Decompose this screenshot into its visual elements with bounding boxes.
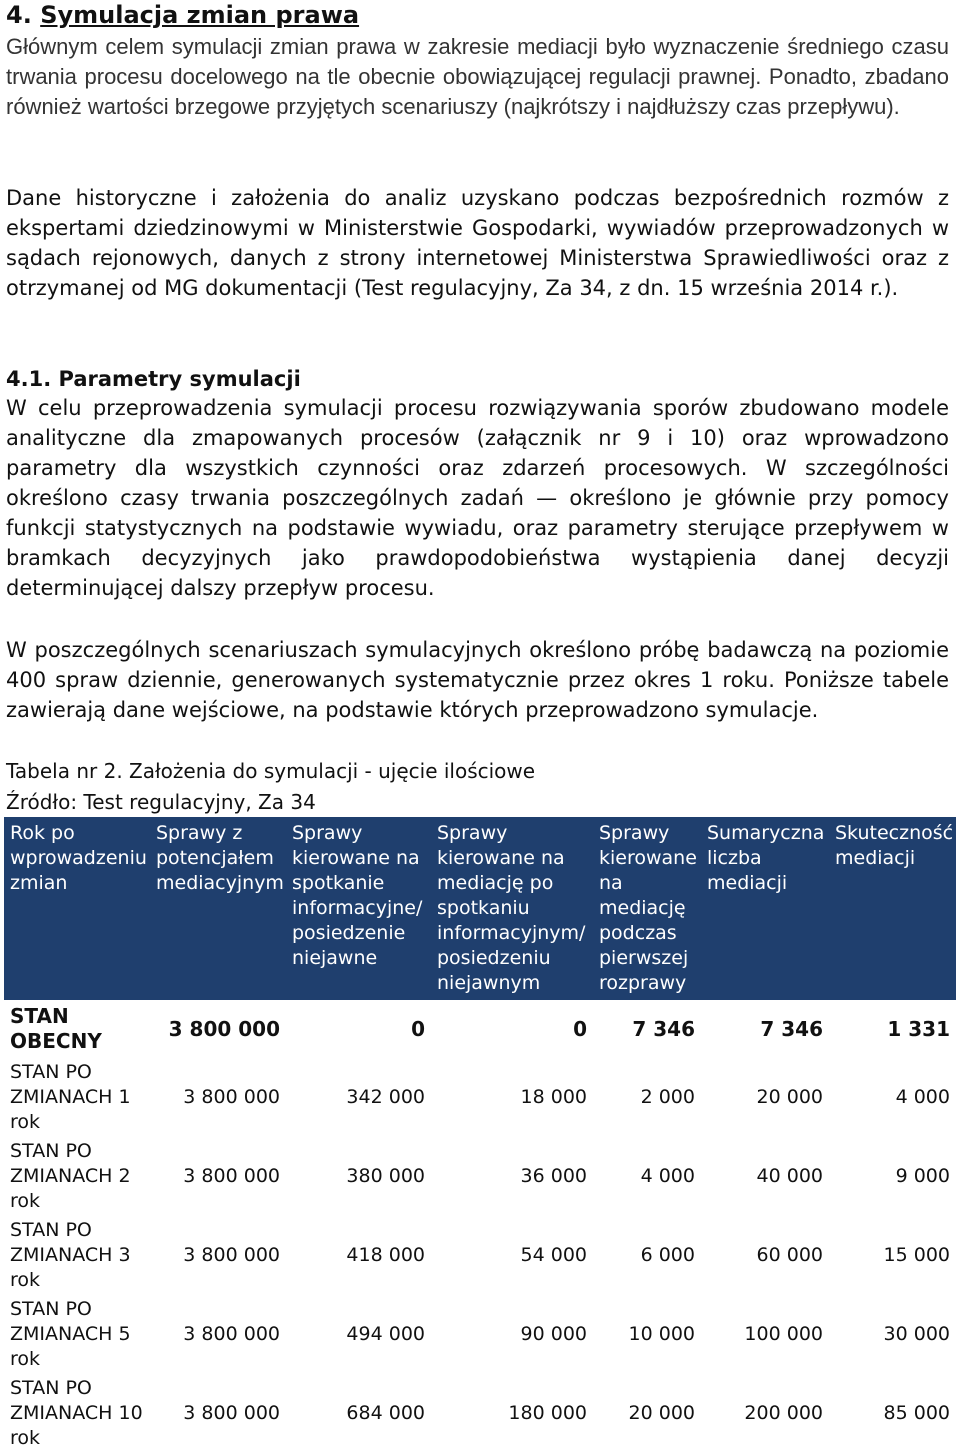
cell-first-hearing: 6 000: [640, 1244, 695, 1266]
cell-first-hearing: 7 346: [632, 1016, 695, 1041]
cell-info-meeting: 684 000: [346, 1402, 425, 1424]
cell-total: 7 346: [760, 1016, 823, 1041]
paragraph-parameters: W celu przeprowadzenia symulacji procesu rozwiązywania sporów zbudowano modele analityczne dla zmapowanych procesów (załącznik nr 9 i 10) oraz wprowadzono parametry dla wszystkich czynności oraz zdarzeń procesowych. W szczególności określono czasy trwania poszczególnych zadań — określono je głównie przy pomocy funkcji statystycznych na podstawie wywiadu, oraz parametry sterujące przepływem w bramkach decyzyjnych jako prawdopodobieństwa wystąpienia danej decyzji determinującej dalszy przepływ procesu.: [6, 396, 949, 600]
table-caption: Tabela nr 2. Założenia do symulacji - ujęcie ilościowe: [6, 759, 536, 783]
cell-potential: 3 800 000: [183, 1323, 280, 1345]
cell-effectiveness: 1 331: [887, 1016, 950, 1041]
cell-first-hearing: 10 000: [628, 1323, 695, 1345]
paragraph-goal: Głównym celem symulacji zmian prawa w zakresie mediacji było wyznaczenie średniego czasu trwania procesu docelowego na tle obecnie obowiązującej regulacji prawnej. Ponadto, zbadano również wartości brzegowe przyjętych scenariuszy (najkrótszy i najdłuższy czas przepływu).: [6, 34, 949, 119]
table-row: [4, 1295, 956, 1374]
cell-total: 20 000: [756, 1086, 823, 1108]
row-label: STAN PO ZMIANACH 10 rok: [10, 1377, 143, 1449]
header-info-meeting: Sprawy kierowane na spotkanie informacyjne/ posiedzenie niejawne: [286, 817, 431, 1000]
row-label: STAN OBECNY: [10, 1004, 102, 1053]
cell-effectiveness: 4 000: [895, 1086, 950, 1108]
cell-potential: 3 800 000: [183, 1244, 280, 1266]
subsection-heading: 4.1. Parametry symulacji: [6, 367, 301, 391]
cell-total: 40 000: [756, 1165, 823, 1187]
table-header-row: [4, 817, 956, 1000]
cell-potential: 3 800 000: [183, 1165, 280, 1187]
cell-info-meeting: 380 000: [346, 1165, 425, 1187]
cell-after-meeting: 54 000: [520, 1244, 587, 1266]
header-first-hearing: Sprawy kierowane na mediację podczas pierwszej rozprawy: [593, 817, 701, 1000]
section-heading: [6, 0, 359, 30]
cell-effectiveness: 30 000: [883, 1323, 950, 1345]
cell-first-hearing: 4 000: [640, 1165, 695, 1187]
cell-info-meeting: 494 000: [346, 1323, 425, 1345]
cell-potential: 3 800 000: [183, 1402, 280, 1424]
cell-after-meeting: 180 000: [508, 1402, 587, 1424]
paragraph-data-sources: Dane historyczne i założenia do analiz uzyskano podczas bezpośrednich rozmów z ekspertami dziedzinowymi w Ministerstwie Gospodarki, wywiadów przeprowadzonych w sądach rejonowych, danych z strony internetowej Ministerstwa Sprawiedliwości oraz z otrzymanej od MG dokumentacji (Test regulacyjny, Za 34, z dn. 15 września 2014 r.).: [6, 186, 949, 300]
cell-total: 100 000: [744, 1323, 823, 1345]
row-label: STAN PO ZMIANACH 2 rok: [10, 1140, 131, 1212]
cell-first-hearing: 20 000: [628, 1402, 695, 1424]
table-row: [4, 1374, 956, 1453]
cell-potential: 3 800 000: [168, 1016, 280, 1041]
cell-after-meeting: 36 000: [520, 1165, 587, 1187]
table-row: [4, 1000, 956, 1058]
row-label: STAN PO ZMIANACH 3 rok: [10, 1219, 131, 1291]
cell-total: 60 000: [756, 1244, 823, 1266]
paragraph-scenarios: W poszczególnych scenariuszach symulacyjnych określono próbę badawczą na poziomie 400 spraw dziennie, generowanych systematycznie przez okres 1 roku. Poniższe tabele zawierają dane wejściowe, na podstawie których przeprowadzono symulacje.: [6, 638, 949, 722]
cell-after-meeting: 90 000: [520, 1323, 587, 1345]
cell-info-meeting: 418 000: [346, 1244, 425, 1266]
header-potential: Sprawy z potencjałem mediacyjnym: [150, 817, 286, 1000]
cell-effectiveness: 85 000: [883, 1402, 950, 1424]
cell-effectiveness: 15 000: [883, 1244, 950, 1266]
table-row: [4, 1216, 956, 1295]
cell-info-meeting: 0: [411, 1016, 425, 1041]
header-total: Sumaryczna liczba mediacji: [701, 817, 829, 1000]
table-row: [4, 1058, 956, 1137]
cell-first-hearing: 2 000: [640, 1086, 695, 1108]
header-effectiveness: Skuteczność mediacji: [829, 817, 956, 1000]
table-source: Źródło: Test regulacyjny, Za 34: [6, 790, 316, 814]
cell-potential: 3 800 000: [183, 1086, 280, 1108]
header-after-meeting: Sprawy kierowane na mediację po spotkaniu informacyjnym/ posiedzeniu niejawnym: [431, 817, 593, 1000]
section-number: 4.: [6, 1, 32, 29]
cell-total: 200 000: [744, 1402, 823, 1424]
cell-info-meeting: 342 000: [346, 1086, 425, 1108]
header-year: Rok po wprowadzeniu zmian: [4, 817, 150, 1000]
table-row: [4, 1137, 956, 1216]
assumptions-table: [4, 817, 956, 1453]
cell-after-meeting: 0: [573, 1016, 587, 1041]
row-label: STAN PO ZMIANACH 1 rok: [10, 1061, 131, 1133]
cell-effectiveness: 9 000: [895, 1165, 950, 1187]
section-title: Symulacja zmian prawa: [40, 1, 360, 29]
row-label: STAN PO ZMIANACH 5 rok: [10, 1298, 131, 1370]
cell-after-meeting: 18 000: [520, 1086, 587, 1108]
